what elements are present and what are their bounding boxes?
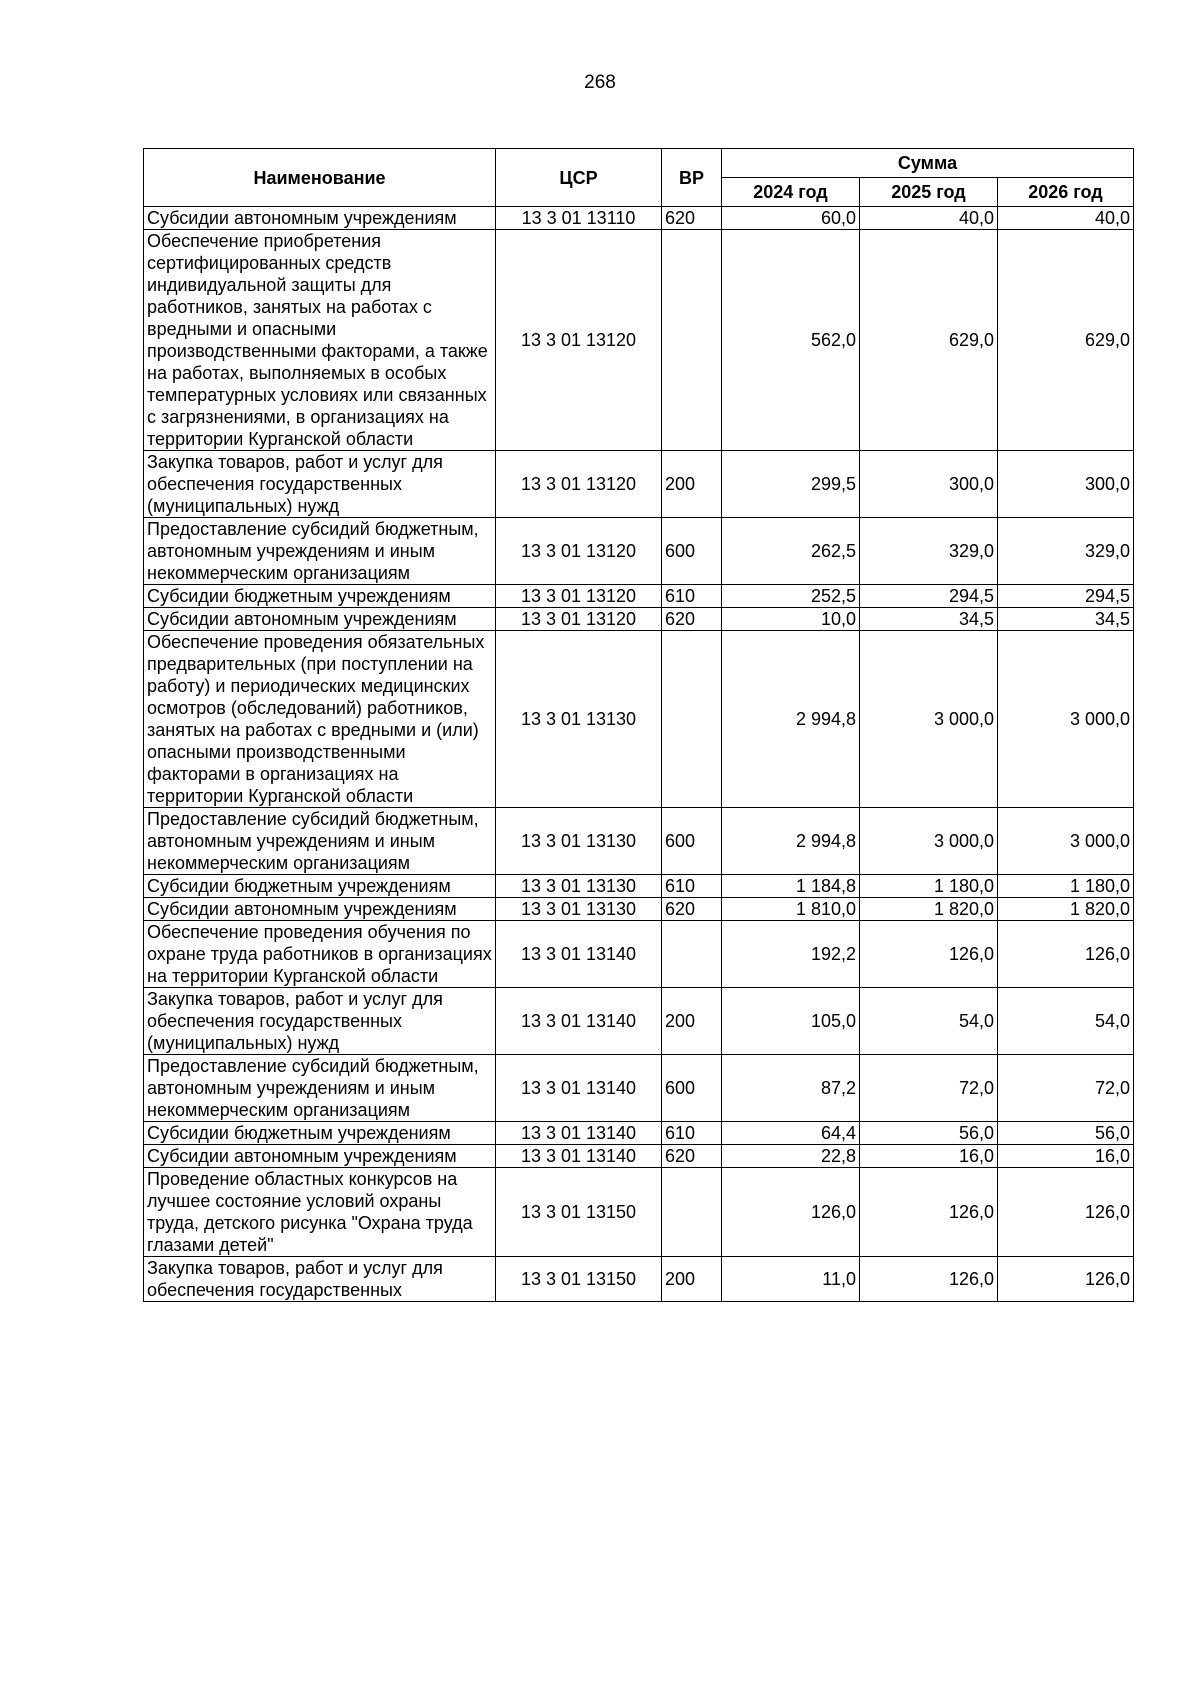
table-row — [144, 1257, 1134, 1302]
row-amount-2026: 16,0 — [998, 1145, 1134, 1168]
table-row — [144, 608, 1134, 631]
row-amount-2024: 60,0 — [722, 207, 860, 230]
row-name: Субсидии автономным учреждениям — [144, 207, 496, 230]
row-vr — [662, 631, 722, 808]
row-csr: 13 3 01 13150 — [496, 1257, 662, 1302]
table-row — [144, 898, 1134, 921]
header-2025: 2025 год — [860, 178, 998, 207]
row-vr: 620 — [662, 898, 722, 921]
header-sum: Сумма — [722, 149, 1134, 178]
budget-table — [143, 148, 1134, 1302]
row-csr: 13 3 01 13130 — [496, 898, 662, 921]
row-csr: 13 3 01 13150 — [496, 1168, 662, 1257]
row-csr: 13 3 01 13140 — [496, 1145, 662, 1168]
row-vr: 620 — [662, 608, 722, 631]
row-csr: 13 3 01 13140 — [496, 1055, 662, 1122]
row-name: Обеспечение проведения обязательных предварительных (при поступлении на работу) и периодических медицинских осмотров (обследований) работников, занятых на работах с вредными и (или) опасными производственными факторами в организациях на территории Курганской области — [144, 631, 496, 808]
row-csr: 13 3 01 13140 — [496, 1122, 662, 1145]
row-amount-2025: 72,0 — [860, 1055, 998, 1122]
row-vr: 600 — [662, 808, 722, 875]
row-amount-2024: 11,0 — [722, 1257, 860, 1302]
row-name: Субсидии автономным учреждениям — [144, 1145, 496, 1168]
row-amount-2026: 3 000,0 — [998, 631, 1134, 808]
row-amount-2024: 64,4 — [722, 1122, 860, 1145]
row-name: Субсидии бюджетным учреждениям — [144, 875, 496, 898]
row-amount-2026: 1 820,0 — [998, 898, 1134, 921]
row-amount-2026: 126,0 — [998, 921, 1134, 988]
row-name: Обеспечение приобретения сертифицированных средств индивидуальной защиты для работников, занятых на работах с вредными и опасными производственными факторами, а также на работах, выполняемых в особых температурных условиях или связанных с загрязнениями, в организациях на территории Курганской области — [144, 230, 496, 451]
row-csr: 13 3 01 13140 — [496, 921, 662, 988]
row-vr: 200 — [662, 451, 722, 518]
row-amount-2025: 629,0 — [860, 230, 998, 451]
table-row — [144, 631, 1134, 808]
row-amount-2024: 105,0 — [722, 988, 860, 1055]
table-row — [144, 451, 1134, 518]
row-amount-2025: 40,0 — [860, 207, 998, 230]
row-amount-2024: 22,8 — [722, 1145, 860, 1168]
row-vr: 600 — [662, 518, 722, 585]
row-amount-2024: 1 810,0 — [722, 898, 860, 921]
table-row — [144, 1168, 1134, 1257]
row-name: Предоставление субсидий бюджетным, автономным учреждениям и иным некоммерческим организациям — [144, 808, 496, 875]
row-name: Закупка товаров, работ и услуг для обеспечения государственных (муниципальных) нужд — [144, 988, 496, 1055]
row-csr: 13 3 01 13130 — [496, 631, 662, 808]
table-row — [144, 988, 1134, 1055]
row-amount-2024: 2 994,8 — [722, 808, 860, 875]
row-csr: 13 3 01 13130 — [496, 875, 662, 898]
row-amount-2026: 54,0 — [998, 988, 1134, 1055]
table-row — [144, 921, 1134, 988]
row-name: Проведение областных конкурсов на лучшее состояние условий охраны труда, детского рисунка "Охрана труда глазами детей" — [144, 1168, 496, 1257]
row-amount-2024: 2 994,8 — [722, 631, 860, 808]
table-row — [144, 207, 1134, 230]
table-row — [144, 808, 1134, 875]
header-vr: ВР — [662, 149, 722, 207]
row-amount-2026: 294,5 — [998, 585, 1134, 608]
row-amount-2025: 1 820,0 — [860, 898, 998, 921]
table-row — [144, 1122, 1134, 1145]
row-amount-2026: 126,0 — [998, 1257, 1134, 1302]
row-vr: 610 — [662, 585, 722, 608]
row-csr: 13 3 01 13120 — [496, 585, 662, 608]
row-csr: 13 3 01 13110 — [496, 207, 662, 230]
row-name: Субсидии автономным учреждениям — [144, 898, 496, 921]
row-amount-2024: 126,0 — [722, 1168, 860, 1257]
header-2026: 2026 год — [998, 178, 1134, 207]
row-amount-2025: 3 000,0 — [860, 808, 998, 875]
row-name: Субсидии автономным учреждениям — [144, 608, 496, 631]
row-amount-2025: 329,0 — [860, 518, 998, 585]
row-name: Предоставление субсидий бюджетным, автономным учреждениям и иным некоммерческим организациям — [144, 518, 496, 585]
row-amount-2025: 300,0 — [860, 451, 998, 518]
row-amount-2024: 10,0 — [722, 608, 860, 631]
row-csr: 13 3 01 13130 — [496, 808, 662, 875]
row-amount-2024: 87,2 — [722, 1055, 860, 1122]
row-amount-2026: 300,0 — [998, 451, 1134, 518]
row-name: Закупка товаров, работ и услуг для обеспечения государственных — [144, 1257, 496, 1302]
row-vr: 610 — [662, 1122, 722, 1145]
row-amount-2024: 562,0 — [722, 230, 860, 451]
row-amount-2026: 629,0 — [998, 230, 1134, 451]
row-amount-2026: 1 180,0 — [998, 875, 1134, 898]
page-number: 268 — [584, 72, 616, 93]
row-amount-2025: 34,5 — [860, 608, 998, 631]
row-name: Предоставление субсидий бюджетным, автономным учреждениям и иным некоммерческим организациям — [144, 1055, 496, 1122]
table-row — [144, 1055, 1134, 1122]
row-amount-2026: 40,0 — [998, 207, 1134, 230]
row-csr: 13 3 01 13120 — [496, 518, 662, 585]
table-row — [144, 518, 1134, 585]
row-csr: 13 3 01 13120 — [496, 608, 662, 631]
row-amount-2025: 126,0 — [860, 1168, 998, 1257]
row-vr: 600 — [662, 1055, 722, 1122]
row-amount-2024: 262,5 — [722, 518, 860, 585]
row-vr: 200 — [662, 1257, 722, 1302]
row-amount-2025: 294,5 — [860, 585, 998, 608]
row-amount-2025: 3 000,0 — [860, 631, 998, 808]
row-vr: 610 — [662, 875, 722, 898]
row-vr: 620 — [662, 207, 722, 230]
row-name: Обеспечение проведения обучения по охране труда работников в организациях на территории Курганской области — [144, 921, 496, 988]
row-vr — [662, 1168, 722, 1257]
header-csr: ЦСР — [496, 149, 662, 207]
row-amount-2024: 192,2 — [722, 921, 860, 988]
header-2024: 2024 год — [722, 178, 860, 207]
row-amount-2025: 126,0 — [860, 1257, 998, 1302]
table-row — [144, 230, 1134, 451]
row-vr — [662, 230, 722, 451]
row-csr: 13 3 01 13120 — [496, 230, 662, 451]
row-vr: 620 — [662, 1145, 722, 1168]
table-row — [144, 1145, 1134, 1168]
table-header — [144, 149, 1134, 207]
row-amount-2026: 72,0 — [998, 1055, 1134, 1122]
row-amount-2025: 126,0 — [860, 921, 998, 988]
row-amount-2026: 329,0 — [998, 518, 1134, 585]
row-amount-2025: 1 180,0 — [860, 875, 998, 898]
row-amount-2024: 252,5 — [722, 585, 860, 608]
row-amount-2025: 54,0 — [860, 988, 998, 1055]
row-amount-2026: 34,5 — [998, 608, 1134, 631]
row-amount-2024: 299,5 — [722, 451, 860, 518]
row-vr — [662, 921, 722, 988]
row-amount-2024: 1 184,8 — [722, 875, 860, 898]
table-body — [144, 207, 1134, 1302]
row-amount-2026: 56,0 — [998, 1122, 1134, 1145]
row-amount-2026: 126,0 — [998, 1168, 1134, 1257]
row-csr: 13 3 01 13120 — [496, 451, 662, 518]
row-amount-2025: 56,0 — [860, 1122, 998, 1145]
row-csr: 13 3 01 13140 — [496, 988, 662, 1055]
table-row — [144, 585, 1134, 608]
row-name: Субсидии бюджетным учреждениям — [144, 585, 496, 608]
row-vr: 200 — [662, 988, 722, 1055]
row-amount-2025: 16,0 — [860, 1145, 998, 1168]
table-row — [144, 875, 1134, 898]
header-name: Наименование — [144, 149, 496, 207]
row-amount-2026: 3 000,0 — [998, 808, 1134, 875]
row-name: Закупка товаров, работ и услуг для обеспечения государственных (муниципальных) нужд — [144, 451, 496, 518]
row-name: Субсидии бюджетным учреждениям — [144, 1122, 496, 1145]
